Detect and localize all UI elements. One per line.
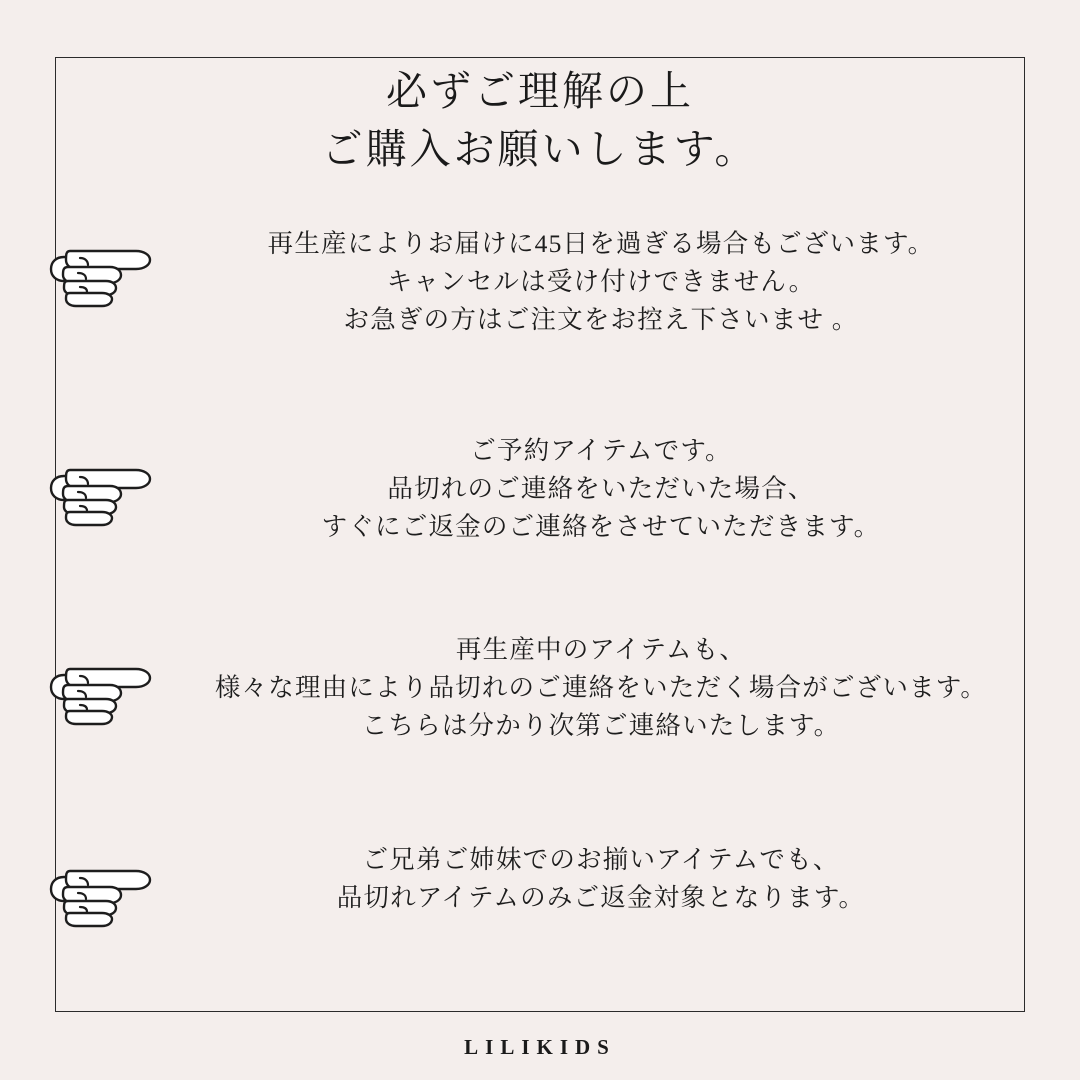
note-line: 再生産中のアイテムも、	[455, 635, 747, 664]
note-text	[180, 225, 1032, 339]
brand-logo: LILIKIDS	[464, 1035, 616, 1059]
note-line: すぐにご返金のご連絡をさせていただきます。	[321, 512, 881, 541]
list-item	[0, 635, 1080, 745]
pointing-hand-icon	[40, 227, 180, 313]
note-line: ご兄弟ご姉妹でのお揃いアイテムでも、	[362, 845, 840, 874]
page-title	[0, 62, 1080, 178]
note-line: 品切れアイテムのみご返金対象となります。	[336, 883, 866, 912]
page-title-line-1: 必ずご理解の上	[386, 68, 694, 114]
note-line: 品切れのご連絡をいただいた場合、	[387, 474, 815, 503]
list-item	[0, 845, 1080, 933]
pointing-hand-icon	[40, 645, 180, 731]
list-item	[0, 225, 1080, 339]
pointing-hand-icon	[40, 847, 180, 933]
page-title-line-2: ご購入お願いします。	[321, 126, 759, 172]
note-line: お急ぎの方はご注文をお控え下さいませ 。	[343, 305, 859, 334]
note-text	[180, 432, 1032, 546]
notes-list	[0, 225, 1080, 933]
note-line: 再生産によりお届けに45日を過ぎる場合もございます。	[267, 229, 935, 258]
note-line: 様々な理由により品切れのご連絡をいただく場合がございます。	[214, 673, 988, 702]
note-text	[180, 841, 1032, 917]
note-line: ご予約アイテムです。	[470, 436, 732, 465]
note-line: キャンセルは受け付けできません。	[386, 267, 816, 296]
note-text	[180, 631, 1032, 745]
list-item	[0, 436, 1080, 546]
pointing-hand-icon	[40, 446, 180, 532]
note-line: こちらは分かり次第ご連絡いたします。	[361, 711, 841, 740]
